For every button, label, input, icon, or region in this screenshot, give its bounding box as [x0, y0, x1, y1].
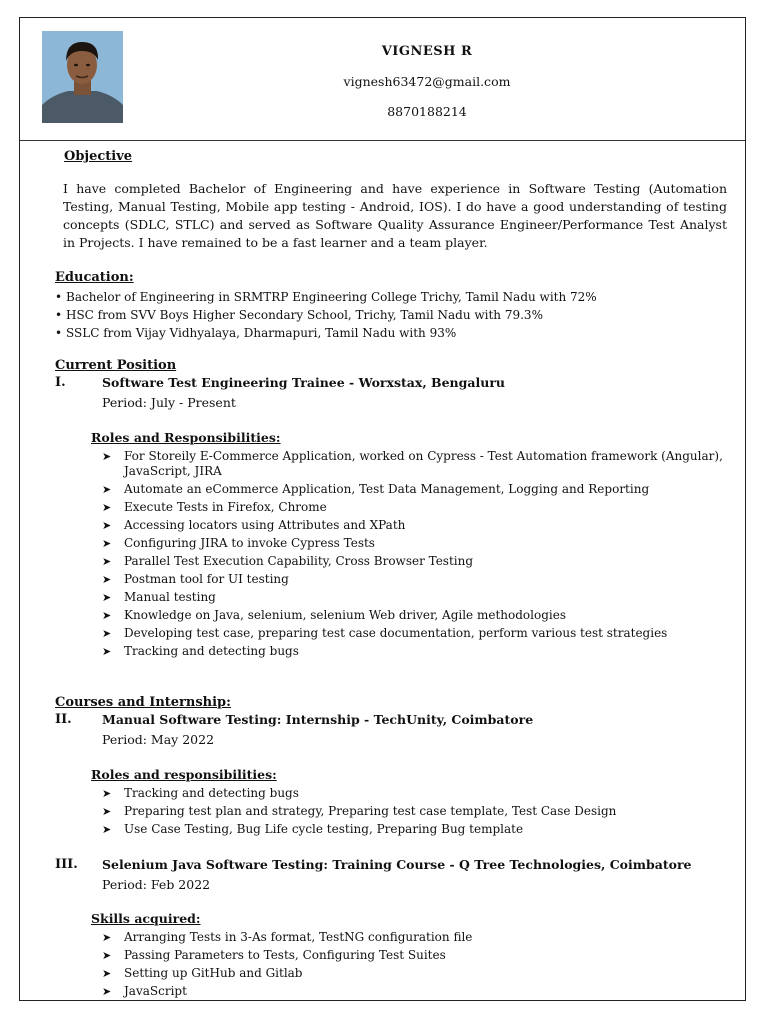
current-numeral: I.: [55, 375, 66, 390]
arrow-right-icon: ➤: [102, 591, 112, 604]
current-position-heading: Current Position: [55, 358, 177, 373]
role-item: ➤ Automate an eCommerce Application, Test Data Management, Logging and Reporting: [102, 482, 650, 496]
role-item: ➤ Configuring JIRA to invoke Cypress Tests: [102, 536, 375, 550]
internship-roles-heading: Roles and responsibilities:: [91, 767, 277, 782]
resume-page: [19, 17, 746, 1001]
role-item: ➤ For Storeily E-Commerce Application, worked on Cypress - Test Automation framework (Angular), JavaScript, JIRA: [102, 449, 723, 478]
profile-photo-image: [42, 31, 123, 123]
bullet-icon: •: [55, 326, 63, 340]
skill-item: ➤ JavaScript: [102, 984, 187, 998]
courses-heading: Courses and Internship:: [55, 695, 231, 710]
objective-text: I have completed Bachelor of Engineering and have experience in Software Testing (Automation Testing, Manual Testing, Mobile app testing - Android, IOS). I do have a good understanding of testing concepts (SDLC, STLC) and served as Software Quality Assurance Engineer/Performance Test Analyst in Projects. I have remained to be a fast learner and a team player.: [63, 181, 727, 250]
current-roles-list: [100, 449, 730, 662]
skills-list: [100, 930, 730, 1002]
education-item: • Bachelor of Engineering in SRMTRP Engineering College Trichy, Tamil Nadu with 72%: [55, 290, 597, 304]
skill-item: ➤ Setting up GitHub and Gitlab: [102, 966, 303, 980]
education-item: • SSLC from Vijay Vidhyalaya, Dharmapuri, Tamil Nadu with 93%: [55, 326, 457, 340]
internship-period: Period: May 2022: [102, 732, 215, 747]
selenium-period: Period: Feb 2022: [102, 877, 211, 892]
education-heading: Education:: [55, 270, 134, 285]
bullet-icon: •: [55, 308, 63, 322]
email-text: vignesh63472@gmail.com: [343, 74, 511, 89]
skills-heading: Skills acquired:: [91, 911, 201, 926]
selenium-numeral: III.: [55, 857, 78, 872]
candidate-name: VIGNESH R: [381, 44, 473, 59]
arrow-right-icon: ➤: [102, 573, 112, 586]
internship-title: Manual Software Testing: Internship - TechUnity, Coimbatore: [102, 712, 534, 727]
arrow-right-icon: ➤: [102, 450, 112, 463]
skill-item: ➤ Passing Parameters to Tests, Configuring Test Suites: [102, 948, 446, 962]
arrow-right-icon: ➤: [102, 627, 112, 640]
role-item: ➤ Developing test case, preparing test case documentation, perform various test strategies: [102, 626, 668, 640]
profile-photo: [42, 31, 123, 123]
resume-header: [20, 18, 745, 141]
phone-text: 8870188214: [387, 104, 467, 119]
selenium-title: Selenium Java Software Testing: Training Course - Q Tree Technologies, Coimbatore: [102, 857, 692, 872]
role-item: ➤ Knowledge on Java, selenium, selenium Web driver, Agile methodologies: [102, 608, 566, 622]
role-item: ➤ Manual testing: [102, 590, 216, 604]
arrow-right-icon: ➤: [102, 519, 112, 532]
arrow-right-icon: ➤: [102, 555, 112, 568]
arrow-right-icon: ➤: [102, 645, 112, 658]
current-job-title: Software Test Engineering Trainee - Worxstax, Bengaluru: [102, 375, 505, 390]
courses-numeral: II.: [55, 712, 72, 727]
arrow-right-icon: ➤: [102, 787, 112, 800]
arrow-right-icon: ➤: [102, 483, 112, 496]
role-item: ➤ Tracking and detecting bugs: [102, 786, 299, 800]
current-roles-heading: Roles and Responsibilities:: [91, 430, 281, 445]
arrow-right-icon: ➤: [102, 805, 112, 818]
contact-block: [260, 44, 594, 134]
objective-heading: Objective: [64, 149, 133, 164]
education-item: • HSC from SVV Boys Higher Secondary School, Trichy, Tamil Nadu with 79.3%: [55, 308, 543, 322]
role-item: ➤ Preparing test plan and strategy, Preparing test case template, Test Case Design: [102, 804, 617, 818]
role-item: ➤ Use Case Testing, Bug Life cycle testing, Preparing Bug template: [102, 822, 524, 836]
education-list: [55, 288, 735, 342]
arrow-right-icon: ➤: [102, 501, 112, 514]
current-period: Period: July - Present: [102, 395, 236, 410]
arrow-right-icon: ➤: [102, 609, 112, 622]
skill-item: ➤ Arranging Tests in 3-As format, TestNG configuration file: [102, 930, 473, 944]
role-item: ➤ Execute Tests in Firefox, Chrome: [102, 500, 327, 514]
arrow-right-icon: ➤: [102, 949, 112, 962]
arrow-right-icon: ➤: [102, 537, 112, 550]
role-item: ➤ Postman tool for UI testing: [102, 572, 289, 586]
bullet-icon: •: [55, 290, 63, 304]
arrow-right-icon: ➤: [102, 823, 112, 836]
arrow-right-icon: ➤: [102, 967, 112, 980]
internship-roles-list: [100, 786, 730, 840]
arrow-right-icon: ➤: [102, 985, 112, 998]
role-item: ➤ Tracking and detecting bugs: [102, 644, 299, 658]
arrow-right-icon: ➤: [102, 931, 112, 944]
role-item: ➤ Parallel Test Execution Capability, Cross Browser Testing: [102, 554, 474, 568]
role-item: ➤ Accessing locators using Attributes and XPath: [102, 518, 406, 532]
